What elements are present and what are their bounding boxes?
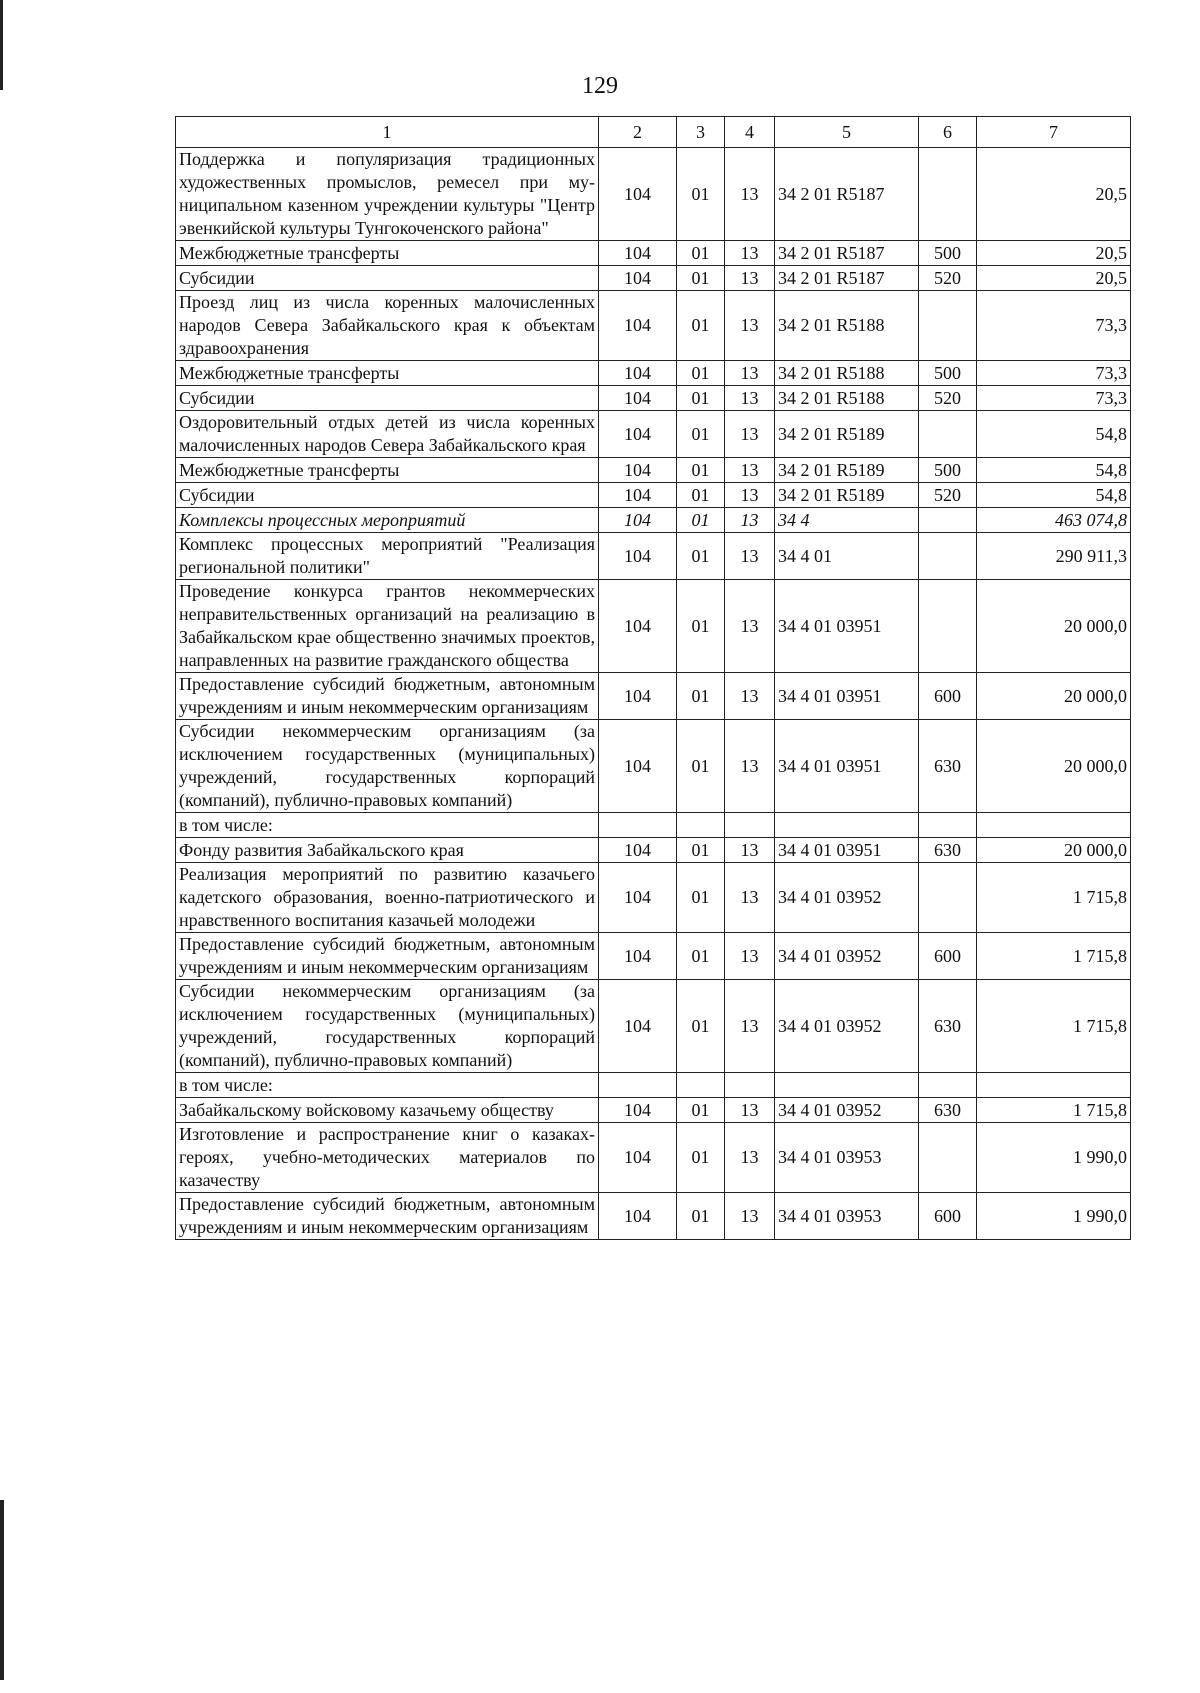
cell-code-4: 13 [725,148,775,241]
cell-code-4: 13 [725,386,775,411]
cell-target-code: 34 2 01 R5189 [775,411,919,458]
cell-code-3 [677,1073,725,1098]
cell-code-2: 104 [599,266,677,291]
cell-name: Проезд лиц из числа коренных малочисленных народов Севера Забайкальского края к объектам здравоохранения [176,291,599,361]
cell-target-code [775,1073,919,1098]
cell-name: Проведение конкурса грантов некоммерческих неправительственных организаций на реализацию в Забайкальском крае общественно значимых проектов, направленных на развитие гражданского общества [176,580,599,673]
table-row [176,933,1131,980]
cell-expense-type: 630 [919,980,977,1073]
cell-expense-type: 600 [919,1193,977,1240]
cell-expense-type: 500 [919,241,977,266]
cell-code-4: 13 [725,483,775,508]
cell-name: Фонду развития Забайкальского края [176,838,599,863]
cell-code-4: 13 [725,458,775,483]
cell-code-2: 104 [599,673,677,720]
cell-code-3: 01 [677,838,725,863]
cell-code-4: 13 [725,1193,775,1240]
cell-expense-type: 520 [919,483,977,508]
cell-code-2: 104 [599,863,677,933]
cell-expense-type: 630 [919,720,977,813]
cell-code-2: 104 [599,148,677,241]
cell-code-3: 01 [677,458,725,483]
cell-code-3: 01 [677,483,725,508]
cell-amount: 20 000,0 [977,673,1131,720]
cell-code-2: 104 [599,1098,677,1123]
cell-target-code: 34 2 01 R5187 [775,266,919,291]
cell-code-4: 13 [725,980,775,1073]
cell-target-code: 34 4 01 03952 [775,933,919,980]
cell-expense-type [919,1123,977,1193]
cell-code-3 [677,813,725,838]
cell-code-4: 13 [725,1123,775,1193]
cell-amount: 20 000,0 [977,838,1131,863]
cell-name: Оздоровительный отдых детей из числа коренных малочисленных народов Севера Забайкальского края [176,411,599,458]
cell-name: Комплекс процессных мероприятий "Реализация региональной политики" [176,533,599,580]
cell-code-4: 13 [725,241,775,266]
cell-expense-type: 500 [919,458,977,483]
cell-code-2: 104 [599,1193,677,1240]
cell-expense-type: 520 [919,386,977,411]
table-row [176,673,1131,720]
cell-amount: 1 715,8 [977,1098,1131,1123]
cell-target-code: 34 4 01 03953 [775,1193,919,1240]
cell-code-2: 104 [599,580,677,673]
cell-expense-type: 520 [919,266,977,291]
cell-amount: 290 911,3 [977,533,1131,580]
cell-expense-type: 500 [919,361,977,386]
table-row [176,533,1131,580]
table-row [176,291,1131,361]
cell-amount: 20,5 [977,148,1131,241]
cell-name: Межбюджетные трансферты [176,458,599,483]
cell-code-4: 13 [725,933,775,980]
cell-expense-type: 630 [919,1098,977,1123]
cell-code-2: 104 [599,508,677,533]
cell-expense-type [919,508,977,533]
column-header: 4 [725,117,775,148]
table-row [176,863,1131,933]
column-header: 5 [775,117,919,148]
cell-code-2: 104 [599,291,677,361]
cell-code-4: 13 [725,580,775,673]
cell-code-3: 01 [677,720,725,813]
cell-name: Предоставление субсидий бюджетным, автономным учреждениям и иным некоммерческим организациям [176,673,599,720]
cell-code-3: 01 [677,148,725,241]
cell-target-code: 34 2 01 R5188 [775,361,919,386]
budget-table [175,116,1131,1240]
cell-code-4: 13 [725,838,775,863]
cell-code-3: 01 [677,1193,725,1240]
cell-code-4: 13 [725,720,775,813]
table-row [176,241,1131,266]
cell-target-code: 34 4 01 [775,533,919,580]
cell-code-2: 104 [599,411,677,458]
cell-code-3: 01 [677,980,725,1073]
cell-target-code: 34 4 01 03951 [775,720,919,813]
cell-target-code: 34 4 01 03951 [775,673,919,720]
cell-target-code: 34 2 01 R5187 [775,241,919,266]
cell-name: Субсидии [176,483,599,508]
cell-code-3: 01 [677,933,725,980]
cell-code-3: 01 [677,241,725,266]
cell-amount [977,1073,1131,1098]
table-row [176,508,1131,533]
cell-target-code: 34 2 01 R5188 [775,291,919,361]
cell-expense-type [919,813,977,838]
cell-expense-type [919,148,977,241]
cell-code-4: 13 [725,533,775,580]
table-row [176,266,1131,291]
cell-amount: 54,8 [977,458,1131,483]
column-header: 7 [977,117,1131,148]
cell-name: Предоставление субсидий бюджетным, автономным учреждениям и иным некоммерческим организациям [176,933,599,980]
cell-amount: 20 000,0 [977,580,1131,673]
cell-code-2: 104 [599,838,677,863]
cell-code-3: 01 [677,533,725,580]
cell-name: Забайкальскому войсковому казачьему обществу [176,1098,599,1123]
table-row [176,386,1131,411]
cell-amount: 73,3 [977,291,1131,361]
cell-target-code: 34 4 01 03952 [775,863,919,933]
cell-name: Субсидии [176,266,599,291]
table-row [176,458,1131,483]
cell-code-2: 104 [599,458,677,483]
column-header: 2 [599,117,677,148]
cell-code-2: 104 [599,483,677,508]
cell-code-2: 104 [599,361,677,386]
cell-amount: 1 990,0 [977,1193,1131,1240]
table-row [176,483,1131,508]
cell-code-2: 104 [599,720,677,813]
cell-amount: 73,3 [977,361,1131,386]
cell-expense-type [919,863,977,933]
cell-name: Изготовление и распространение книг о казаках-героях, учебно-методических материалов по казачеству [176,1123,599,1193]
cell-target-code: 34 4 01 03951 [775,580,919,673]
cell-code-3: 01 [677,863,725,933]
cell-code-4 [725,813,775,838]
cell-code-3: 01 [677,508,725,533]
cell-code-4: 13 [725,863,775,933]
cell-amount: 1 715,8 [977,863,1131,933]
cell-code-2: 104 [599,533,677,580]
cell-name: Межбюджетные трансферты [176,241,599,266]
cell-name: Межбюджетные трансферты [176,361,599,386]
table-row [176,1123,1131,1193]
left-margin-scan-mark-lower [0,1500,4,1680]
page-number: 129 [582,73,618,99]
cell-expense-type [919,411,977,458]
cell-name: Субсидии некоммерческим организациям (за исключением государственных (муниципальных) учреждений, государственных корпораций (компаний), публично-правовых компаний) [176,720,599,813]
table-body [176,148,1131,1240]
table-row [176,1098,1131,1123]
cell-expense-type: 600 [919,673,977,720]
cell-name: Субсидии некоммерческим организациям (за исключением государственных (муниципальных) учреждений, государственных корпораций (компаний), публично-правовых компаний) [176,980,599,1073]
cell-code-3: 01 [677,1098,725,1123]
cell-amount: 1 990,0 [977,1123,1131,1193]
cell-code-2 [599,1073,677,1098]
cell-amount: 73,3 [977,386,1131,411]
column-header: 3 [677,117,725,148]
cell-target-code: 34 2 01 R5189 [775,483,919,508]
table-row [176,580,1131,673]
cell-target-code [775,813,919,838]
cell-amount: 20,5 [977,266,1131,291]
cell-code-4: 13 [725,411,775,458]
cell-target-code: 34 2 01 R5189 [775,458,919,483]
cell-code-3: 01 [677,386,725,411]
cell-target-code: 34 2 01 R5188 [775,386,919,411]
cell-target-code: 34 2 01 R5187 [775,148,919,241]
cell-target-code: 34 4 01 03951 [775,838,919,863]
cell-code-2: 104 [599,241,677,266]
cell-amount: 1 715,8 [977,933,1131,980]
cell-code-4: 13 [725,266,775,291]
cell-name: в том числе: [176,1073,599,1098]
cell-name: Субсидии [176,386,599,411]
table-row [176,813,1131,838]
cell-code-4: 13 [725,1098,775,1123]
cell-amount: 463 074,8 [977,508,1131,533]
table-row [176,720,1131,813]
cell-name: Предоставление субсидий бюджетным, автономным учреждениям и иным некоммерческим организациям [176,1193,599,1240]
cell-code-2: 104 [599,386,677,411]
table-row [176,1193,1131,1240]
cell-code-2 [599,813,677,838]
cell-code-3: 01 [677,580,725,673]
cell-code-2: 104 [599,980,677,1073]
cell-amount: 54,8 [977,483,1131,508]
column-number-row [176,117,1131,148]
cell-code-3: 01 [677,291,725,361]
cell-name: Поддержка и популяризация традиционных художественных промыслов, ремесел при муниципальном казенном учреждении культуры "Центр эвенкийской культуры Тунгокоченского района" [176,148,599,241]
table-row [176,411,1131,458]
cell-code-3: 01 [677,266,725,291]
cell-code-3: 01 [677,673,725,720]
table-row [176,838,1131,863]
table-row [176,148,1131,241]
cell-amount: 1 715,8 [977,980,1131,1073]
cell-name: в том числе: [176,813,599,838]
cell-expense-type [919,291,977,361]
cell-code-4: 13 [725,673,775,720]
cell-code-4: 13 [725,291,775,361]
column-header: 1 [176,117,599,148]
cell-expense-type: 630 [919,838,977,863]
cell-expense-type: 600 [919,933,977,980]
cell-amount: 20 000,0 [977,720,1131,813]
cell-amount: 20,5 [977,241,1131,266]
cell-name: Реализация мероприятий по развитию казачьего кадетского образования, военно-патриотического и нравственного воспитания казачьей молодежи [176,863,599,933]
cell-code-4 [725,1073,775,1098]
cell-amount: 54,8 [977,411,1131,458]
column-header: 6 [919,117,977,148]
cell-amount [977,813,1131,838]
cell-expense-type [919,533,977,580]
cell-name: Комплексы процессных мероприятий [176,508,599,533]
cell-expense-type [919,580,977,673]
cell-code-2: 104 [599,933,677,980]
cell-expense-type [919,1073,977,1098]
cell-code-3: 01 [677,1123,725,1193]
cell-target-code: 34 4 01 03952 [775,980,919,1073]
cell-code-3: 01 [677,361,725,386]
cell-code-3: 01 [677,411,725,458]
cell-target-code: 34 4 01 03952 [775,1098,919,1123]
cell-code-4: 13 [725,508,775,533]
table-row [176,361,1131,386]
cell-code-4: 13 [725,361,775,386]
cell-target-code: 34 4 [775,508,919,533]
cell-target-code: 34 4 01 03953 [775,1123,919,1193]
table-row [176,1073,1131,1098]
table-row [176,980,1131,1073]
cell-code-2: 104 [599,1123,677,1193]
